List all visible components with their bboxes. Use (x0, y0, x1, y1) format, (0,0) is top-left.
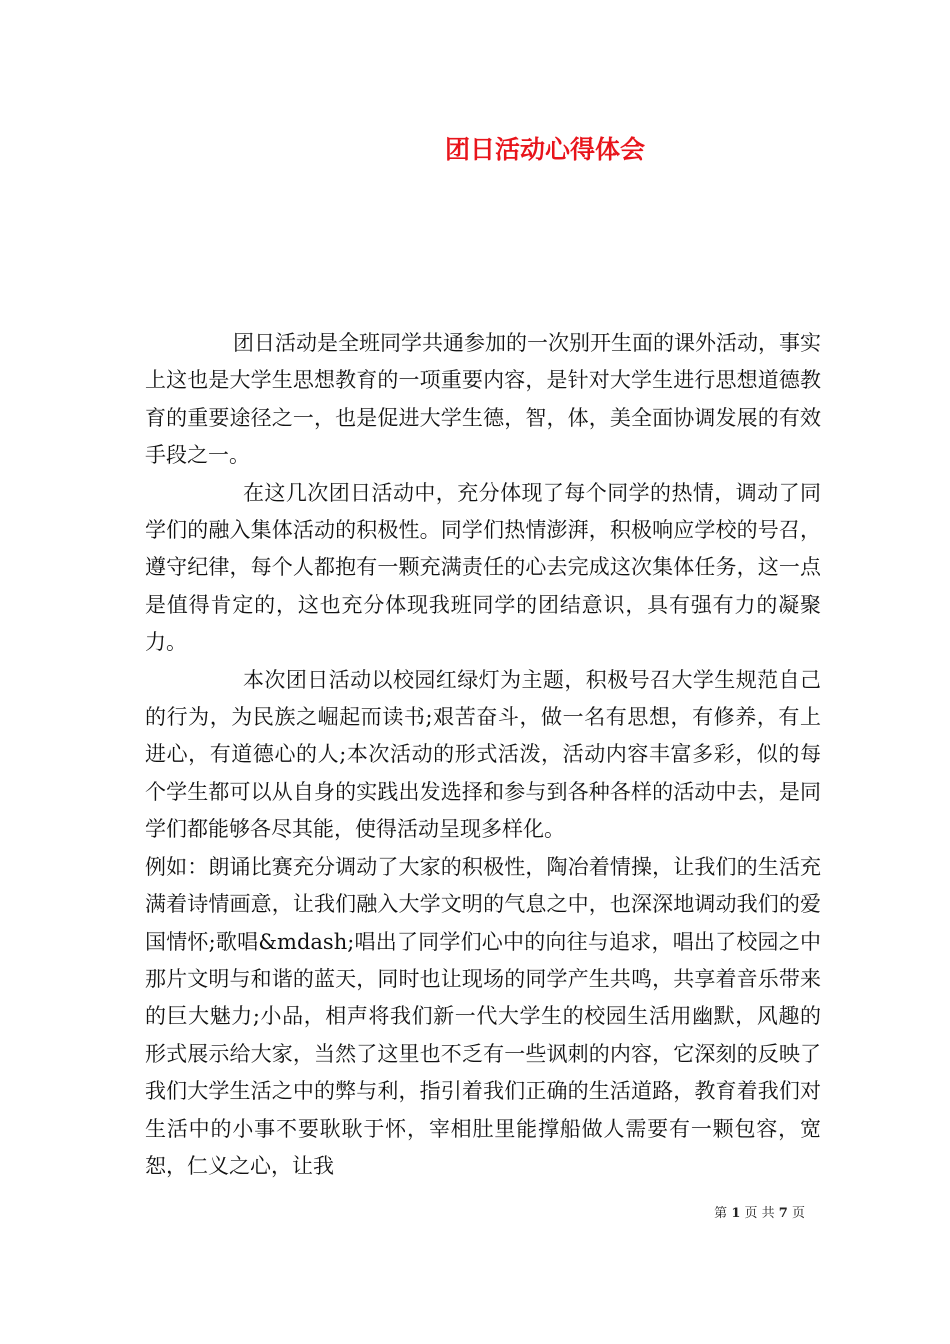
current-page-number: 1 (731, 1206, 741, 1221)
page-footer (0, 1205, 805, 1223)
paragraph: 例如：朗诵比赛充分调动了大家的积极性，陶冶着情操，让我们的生活充满着诗情画意，让我们融入大学文明的气息之中，也深深地调动我们的爱国情怀;歌唱&mdash;唱出了同学们心中的向往与追求，唱出了校园之中那片文明与和谐的蓝天，同时也让现场的同学产生共鸣，共享着音乐带来的巨大魅力;小品，相声将我们新一代大学生的校园生活用幽默，风趣的形式展示给大家，当然了这里也不乏有一些讽刺的内容，它深刻的反映了我们大学生活之中的弊与利，指引着我们正确的生活道路，教育着我们对生活中的小事不要耿耿于怀，宰相肚里能撑船做人需要有一颗包容，宽恕，仁义之心，让我 (145, 854, 821, 1178)
footer-prefix: 第 (714, 1206, 728, 1221)
paragraph: 团日活动是全班同学共通参加的一次别开生面的课外活动，事实上这也是大学生思想教育的一项重要内容，是针对大学生进行思想道德教育的重要途径之一，也是促进大学生德，智，体，美全面协调发展的有效手段之一。 (145, 331, 821, 468)
paragraph: 本次团日活动以校园红绿灯为主题，积极号召大学生规范自己的行为，为民族之崛起而读书;艰苦奋斗，做一名有思想，有修养，有上进心，有道德心的人;本次活动的形式活泼，活动内容丰富多彩，似的每个学生都可以从自身的实践出发选择和参与到各种各样的活动中去，是同学们都能够各尽其能，使得活动呈现多样化。 (145, 667, 821, 842)
document-title: 团日活动心得体会 (444, 135, 645, 164)
document-body (145, 325, 821, 1185)
paragraph: 在这几次团日活动中，充分体现了每个同学的热情，调动了同学们的融入集体活动的积极性。同学们热情澎湃，积极响应学校的号召，遵守纪律，每个人都抱有一颗充满责任的心去完成这次集体任务，这一点是值得肯定的，这也充分体现我班同学的团结意识，具有强有力的凝聚力。 (145, 480, 821, 655)
footer-middle: 页 共 (744, 1206, 775, 1221)
total-page-count: 7 (778, 1206, 788, 1221)
footer-suffix: 页 (791, 1206, 805, 1221)
